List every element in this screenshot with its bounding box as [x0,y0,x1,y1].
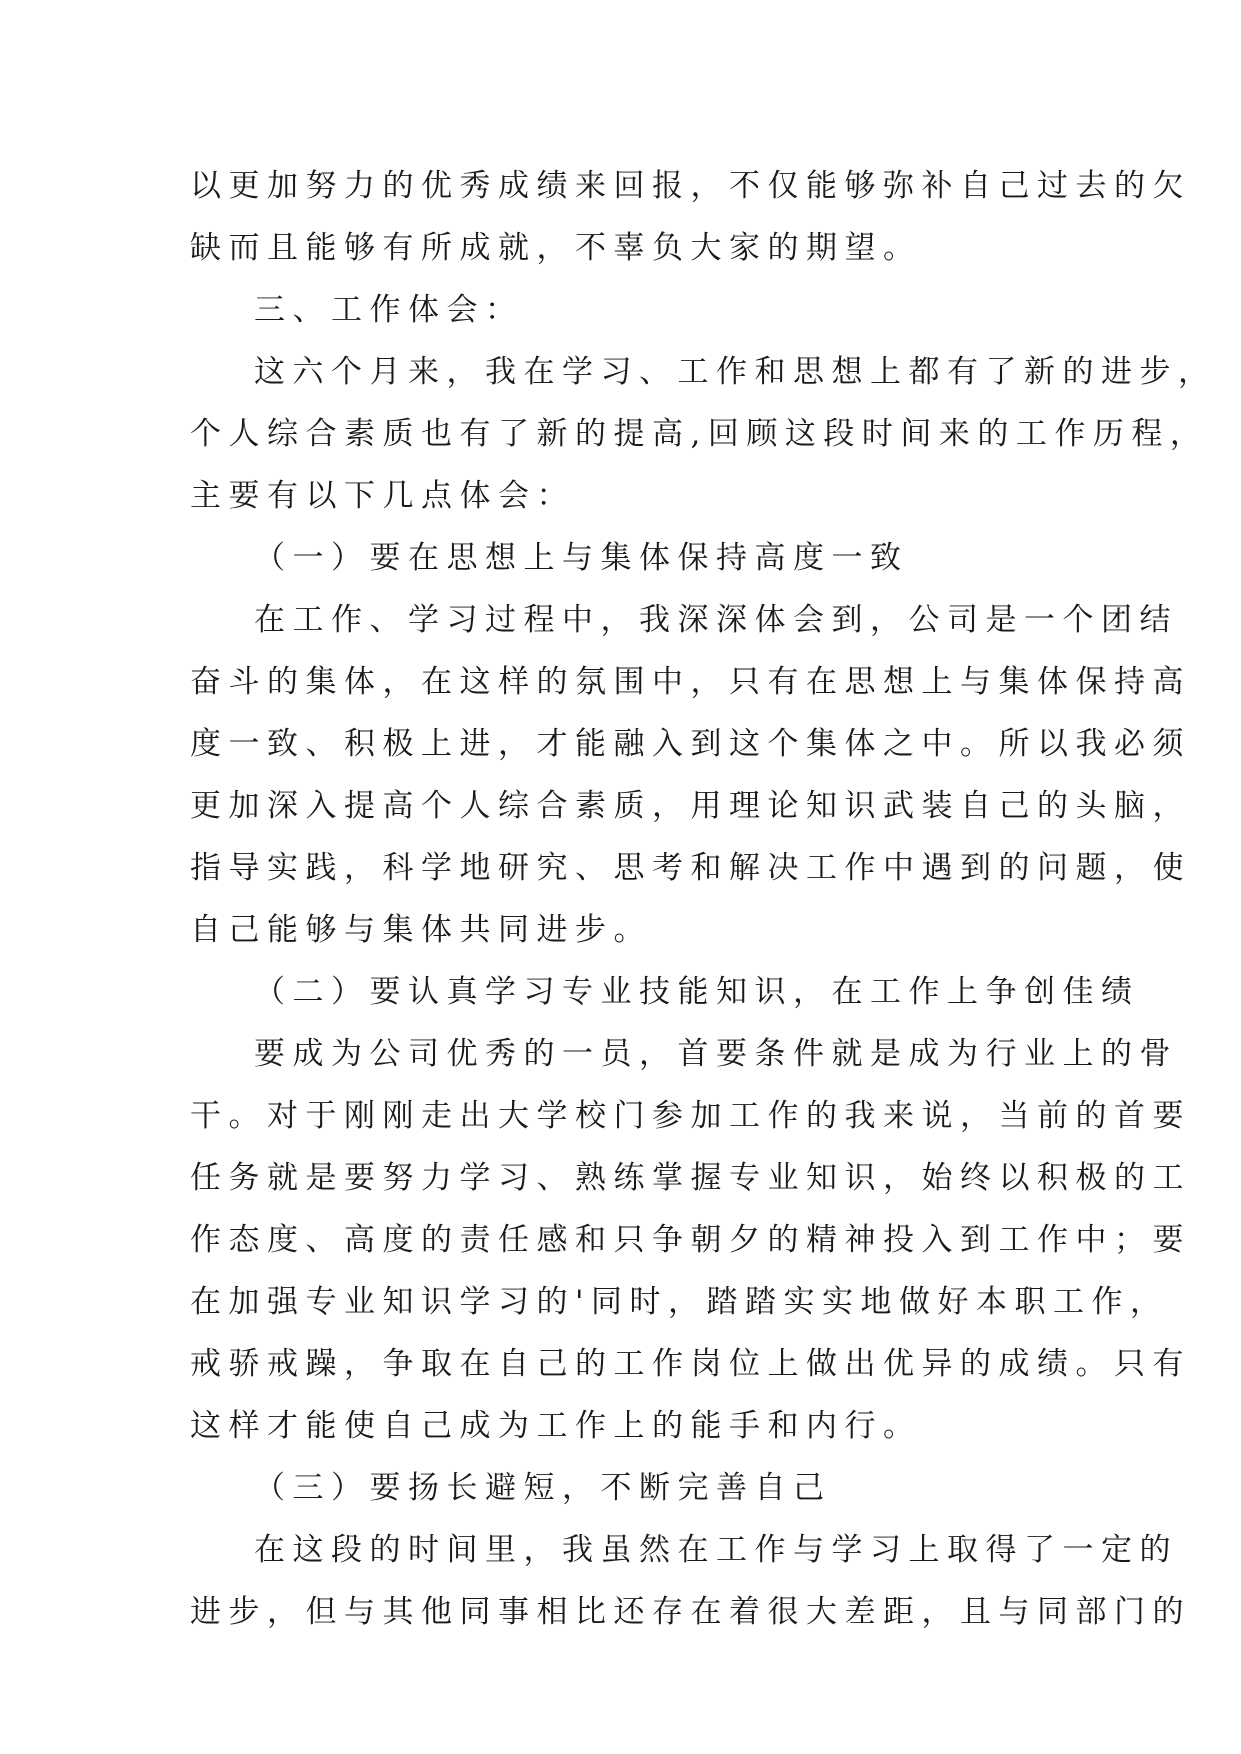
section-heading: 三、工作体会： [254,292,524,328]
subsection-heading: （三）要扬长避短，不断完善自己 [254,1470,832,1506]
text-line: 奋斗的集体，在这样的氛围中，只有在思想上与集体保持高 [190,664,1191,700]
text-line: 自己能够与集体共同进步。 [190,912,652,948]
text-line: 个人综合素质也有了新的提高,回顾这段时间来的工作历程， [190,416,1209,452]
document-body [190,155,1217,1643]
text-line: 戒骄戒躁，争取在自己的工作岗位上做出优异的成绩。只有 [190,1346,1191,1382]
text-line: 度一致、积极上进，才能融入到这个集体之中。所以我必须 [190,726,1191,762]
subsection-heading: （二）要认真学习专业技能知识，在工作上争创佳绩 [254,974,1140,1010]
text-line: 干。对于刚刚走出大学校门参加工作的我来说，当前的首要 [190,1098,1191,1134]
text-line: 进步，但与其他同事相比还存在着很大差距，且与同部门的 [190,1594,1191,1630]
text-line: 更加深入提高个人综合素质，用理论知识武装自己的头脑， [190,788,1191,824]
text-line: 这样才能使自己成为工作上的能手和内行。 [190,1408,922,1444]
text-line: 指导实践，科学地研究、思考和解决工作中遇到的问题，使 [190,850,1191,886]
text-line: 主要有以下几点体会： [190,478,575,514]
paragraph-start: 在工作、学习过程中，我深深体会到，公司是一个团结 [254,602,1178,638]
text-line: 任务就是要努力学习、熟练掌握专业知识，始终以积极的工 [190,1160,1191,1196]
paragraph-start: 这六个月来，我在学习、工作和思想上都有了新的进步， [254,354,1217,390]
text-line: 在加强专业知识学习的'同时，踏踏实实地做好本职工作， [190,1284,1169,1320]
text-line: 缺而且能够有所成就，不辜负大家的期望。 [190,230,922,266]
text-line: 以更加努力的优秀成绩来回报，不仅能够弥补自己过去的欠 [190,168,1191,204]
subsection-heading: （一）要在思想上与集体保持高度一致 [254,540,909,576]
paragraph-start: 在这段的时间里，我虽然在工作与学习上取得了一定的 [254,1532,1178,1568]
paragraph-start: 要成为公司优秀的一员，首要条件就是成为行业上的骨 [254,1036,1178,1072]
text-line: 作态度、高度的责任感和只争朝夕的精神投入到工作中；要 [190,1222,1191,1258]
